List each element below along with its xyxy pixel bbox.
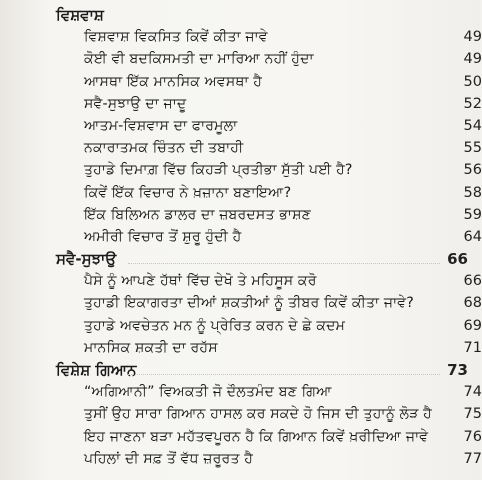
toc-entry: [0, 315, 480, 337]
entry-page-number: 49: [463, 51, 482, 68]
entry-title: ਸਵੈ-ਸੁਝਾਉ ਦਾ ਜਾਦੂ: [84, 95, 187, 112]
entry-title: “ਅਗਿਆਨੀ” ਵਿਅਕਤੀ ਜੋ ਦੌਲਤਮੰਦ ਬਣ ਗਿਆ: [84, 384, 332, 401]
entry-page-number: 71: [463, 339, 482, 356]
entry-title: ਇੱਕ ਬਿਲਿਅਨ ਡਾਲਰ ਦਾ ਜ਼ਬਰਦਸਤ ਭਾਸ਼ਣ: [84, 206, 311, 223]
toc-entry: [0, 292, 480, 314]
entry-title: ਆਸਥਾ ਇੱਕ ਮਾਨਸਿਕ ਅਵਸਥਾ ਹੈ: [84, 73, 263, 90]
entry-page-number: 64: [463, 228, 482, 245]
entry-page-number: 52: [463, 95, 482, 112]
entry-title: ਪੈਸੇ ਨੂੰ ਆਪਣੇ ਹੱਥਾਂ ਵਿੱਚ ਦੇਖੋ ਤੇ ਮਹਿਸੂਸ ਕਰੋ: [84, 273, 317, 290]
entry-page-number: 49: [463, 29, 482, 46]
section-title: ਸਵੈ-ਸੁਝਾਉ: [56, 250, 117, 269]
entry-title: ਤੁਸੀਂ ਉਹ ਸਾਰਾ ਗਿਆਨ ਹਾਸਲ ਕਰ ਸਕਦੇ ਹੋ ਜਿਸ ਦੀ ਤੁਹਾਨੂੰ ਲੋੜ ਹੈ: [84, 406, 432, 423]
toc-entry: [0, 403, 480, 425]
entry-title: ਕਿਵੇਂ ਇੱਕ ਵਿਚਾਰ ਨੇ ਖ਼ਜ਼ਾਨਾ ਬਣਾਇਆ?: [84, 184, 292, 201]
toc-entry: [0, 337, 480, 359]
entry-page-number: 69: [463, 317, 482, 334]
entry-title: ਕੋਈ ਵੀ ਬਦਕਿਸਮਤੀ ਦਾ ਮਾਰਿਆ ਨਹੀਂ ਹੁੰਦਾ: [84, 51, 314, 68]
toc-entry: [0, 226, 480, 248]
entry-page-number: 54: [463, 117, 482, 134]
entry-title: ਤੁਹਾਡੇ ਅਵਚੇਤਨ ਮਨ ਨੂੰ ਪ੍ਰੇਰਿਤ ਕਰਨ ਦੇ ਛੇ ਕਦਮ: [84, 317, 346, 334]
entry-title: ਇਹ ਜਾਣਨਾ ਬੜਾ ਮਹੱਤਵਪੂਰਨ ਹੈ ਕਿ ਗਿਆਨ ਕਿਵੇਂ ਖ਼ਰੀਦਿਆ ਜਾਵੇ: [84, 428, 429, 445]
entry-title: ਤੁਹਾਡੀ ਇਕਾਗਰਤਾ ਦੀਆਂ ਸ਼ਕਤੀਆਂ ਨੂੰ ਤੀਬਰ ਕਿਵੇਂ ਕੀਤਾ ਜਾਵੇ?: [84, 295, 414, 312]
toc-entry: [0, 159, 480, 181]
section-title: ਵਿਸ਼ਵਾਸ਼: [56, 6, 104, 24]
toc-entry: [0, 204, 480, 226]
entry-page-number: 55: [463, 140, 482, 157]
toc-section-heading: [0, 4, 480, 26]
entry-title: ਨਕਾਰਾਤਮਕ ਚਿੰਤਨ ਦੀ ਤਬਾਹੀ: [84, 140, 244, 157]
entry-title: ਆਤਮ-ਵਿਸ਼ਵਾਸ ਦਾ ਫਾਰਮੂਲਾ: [84, 117, 238, 134]
entry-page-number: 58: [463, 184, 482, 201]
toc-entry: [0, 48, 480, 70]
toc-section-heading: [0, 248, 480, 270]
toc-entry: [0, 115, 480, 137]
entry-page-number: 68: [463, 295, 482, 312]
table-of-contents: [0, 4, 480, 470]
entry-title: ਮਾਨਸਿਕ ਸ਼ਕਤੀ ਦਾ ਰਹੱਸ: [84, 339, 218, 356]
toc-entry: [0, 26, 480, 48]
toc-entry: [0, 426, 480, 448]
toc-entry: [0, 137, 480, 159]
entry-page-number: 66: [463, 273, 482, 290]
entry-title: ਪਹਿਲਾਂ ਦੀ ਸਫ਼ ਤੋਂ ਵੱਧ ਜ਼ਰੂਰਤ ਹੈ: [84, 450, 254, 467]
dot-leader: [128, 263, 440, 264]
entry-title: ਵਿਸ਼ਵਾਸ਼ ਵਿਕਸਿਤ ਕਿਵੇਂ ਕੀਤਾ ਜਾਵੇ: [84, 29, 268, 46]
toc-entry: [0, 270, 480, 292]
toc-entry: [0, 381, 480, 403]
dot-leader: [128, 374, 440, 375]
toc-entry: [0, 93, 480, 115]
toc-entry: [0, 182, 480, 204]
section-page-number: 66: [447, 250, 468, 269]
entry-page-number: 50: [463, 73, 482, 90]
entry-page-number: 59: [463, 206, 482, 223]
entry-title: ਤੁਹਾਡੇ ਦਿਮਾਗ਼ ਵਿੱਚ ਕਿਹੜੀ ਪ੍ਰਤੀਭਾ ਸੁੱਤੀ ਪਈ ਹੈ?: [84, 162, 353, 179]
entry-title: ਅਮੀਰੀ ਵਿਚਾਰ ਤੋਂ ਸ਼ੁਰੂ ਹੁੰਦੀ ਹੈ: [84, 228, 242, 245]
entry-page-number: 74: [463, 384, 482, 401]
entry-page-number: 77: [463, 450, 482, 467]
toc-entry: [0, 71, 480, 93]
section-page-number: 73: [447, 361, 468, 379]
toc-section-heading: [0, 359, 480, 381]
section-title: ਵਿਸ਼ੇਸ਼ ਗਿਆਨ: [56, 361, 137, 379]
entry-page-number: 75: [463, 406, 482, 423]
toc-entry: [0, 448, 480, 470]
entry-page-number: 76: [463, 428, 482, 445]
entry-page-number: 56: [463, 162, 482, 179]
